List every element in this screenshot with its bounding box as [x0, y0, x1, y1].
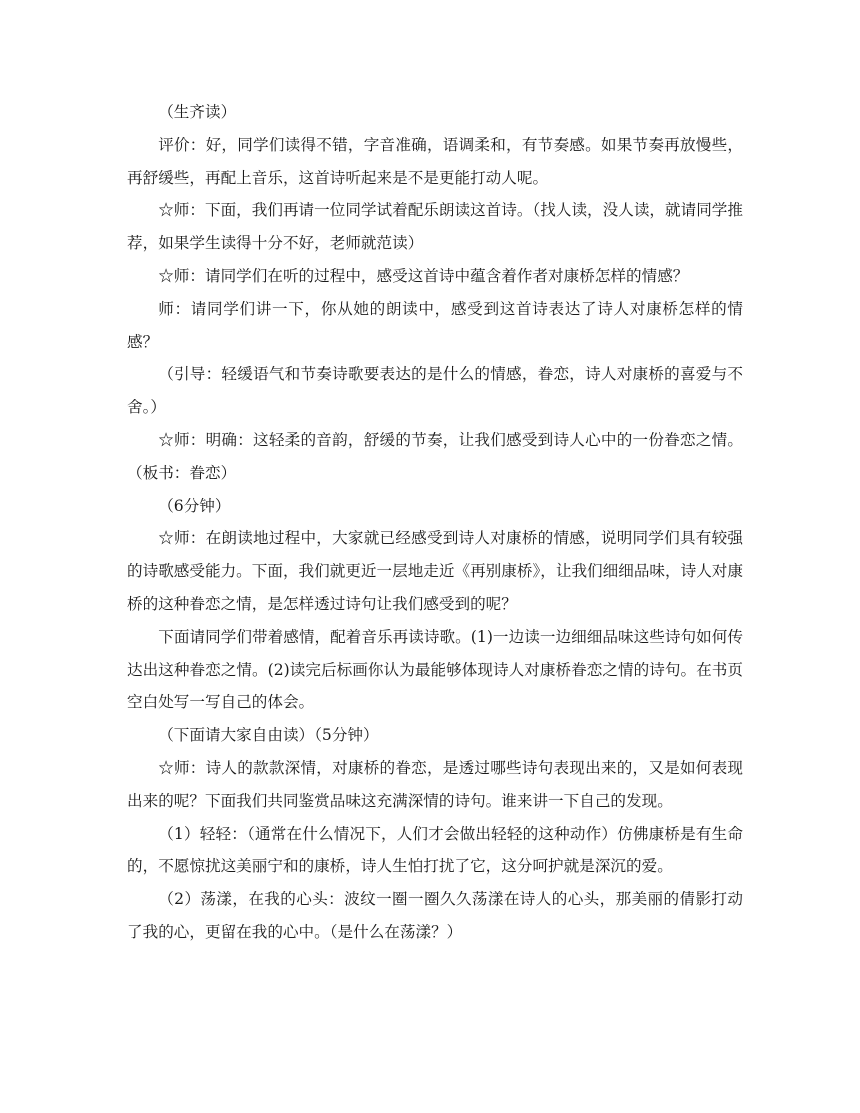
paragraph: （2）荡漾，在我的心头：波纹一圈一圈久久荡漾在诗人的心头，那美丽的倩影打动了我的心，更留在我的心中。（是什么在荡漾？） [127, 890, 743, 941]
paragraph: （引导：轻缓语气和节奏诗歌要表达的是什么的情感，眷恋，诗人对康桥的喜爱与不舍。） [127, 365, 743, 417]
paragraph: 下面请同学们带着感情，配着音乐再读诗歌。(1)一边读一边细细品味这些诗句如何传达出这种眷恋之情。(2)读完后标画你认为最能够体现诗人对康桥眷恋之情的诗句。在书页空白处写一写自己的体会。 [127, 627, 743, 712]
paragraph: ☆师：明确：这轻柔的音韵，舒缓的节奏，让我们感受到诗人心中的一份眷恋之情。（板书：眷恋） [127, 430, 743, 482]
paragraph: ☆师：诗人的款款深情，对康桥的眷恋，是透过哪些诗句表现出来的，又是如何表现出来的呢？下面我们共同鉴赏品味这充满深情的诗句。谁来讲一下自己的发现。 [127, 758, 743, 810]
document-body [127, 96, 743, 949]
paragraph: ☆师：下面，我们再请一位同学试着配乐朗读这首诗。（找人读，没人读，就请同学推荐，如果学生读得十分不好，老师就范读） [127, 201, 743, 253]
paragraph: （1）轻轻：（通常在什么情况下，人们才会做出轻轻的这种动作）仿佛康桥是有生命的，不愿惊扰这美丽宁和的康桥，诗人生怕打扰了它，这分呵护就是深沉的爱。 [127, 824, 743, 876]
paragraph: （下面请大家自由读）（5分钟） [158, 726, 379, 745]
paragraph: 师：请同学们讲一下，你从她的朗读中，感受到这首诗表达了诗人对康桥怎样的情感？ [127, 299, 743, 351]
paragraph: 评价：好，同学们读得不错，字音准确，语调柔和，有节奏感。如果节奏再放慢些，再舒缓些，再配上音乐，这首诗听起来是不是更能打动人呢。 [127, 135, 743, 187]
paragraph: ☆师：在朗读地过程中，大家就已经感受到诗人对康桥的情感，说明同学们具有较强的诗歌感受能力。下面，我们就更近一层地走近《再别康桥》，让我们细细品味，诗人对康桥的这种眷恋之情，是怎样透过诗句让我们感受到的呢？ [127, 529, 743, 613]
paragraph: （生齐读） [158, 103, 237, 121]
paragraph: ☆师：请同学们在听的过程中，感受这首诗中蕴含着作者对康桥怎样的情感？ [158, 266, 689, 285]
paragraph: （6分钟） [158, 496, 231, 515]
